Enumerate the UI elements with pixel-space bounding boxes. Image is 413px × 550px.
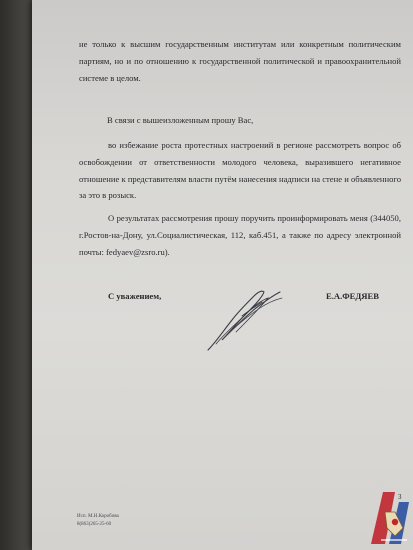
watermark-logo-icon <box>365 488 413 548</box>
paragraph-1: не только к высшим государственным институтам или конкретным политическим партиям, но и по отношению к государственной политической и правоохранительной системе в целом. <box>79 39 401 83</box>
author-name: Е.А.ФЕДЯЕВ <box>326 291 379 301</box>
paragraph-3: во избежание роста протестных настроений в регионе рассмотреть вопрос об освобождении от ответственности молодого человека, выразившего негативное отношение к представителям власти путём нанесения надписи на стене и объявленного за это в розыск. <box>79 140 401 201</box>
executor-phone: 8(863)265-25-60 <box>77 521 112 527</box>
executor-name: Исп. М.Н.Коробова <box>77 514 119 519</box>
executor-info <box>77 513 119 528</box>
letter-page <box>32 0 413 550</box>
handwritten-signature <box>202 282 288 356</box>
page-number: 3 <box>398 493 402 501</box>
paragraph-2: В связи с вышеизложенным прошу Вас, <box>107 115 254 125</box>
paragraph-4: О результатах рассмотрения прошу поручить проинформировать меня (344050, г.Ростов-на-Дону, ул.Социалистическая, 112, каб.451, а также по адресу электронной почты: fedyaev@zsro.ru). <box>79 213 401 257</box>
closing-phrase: С уважением, <box>108 291 162 301</box>
